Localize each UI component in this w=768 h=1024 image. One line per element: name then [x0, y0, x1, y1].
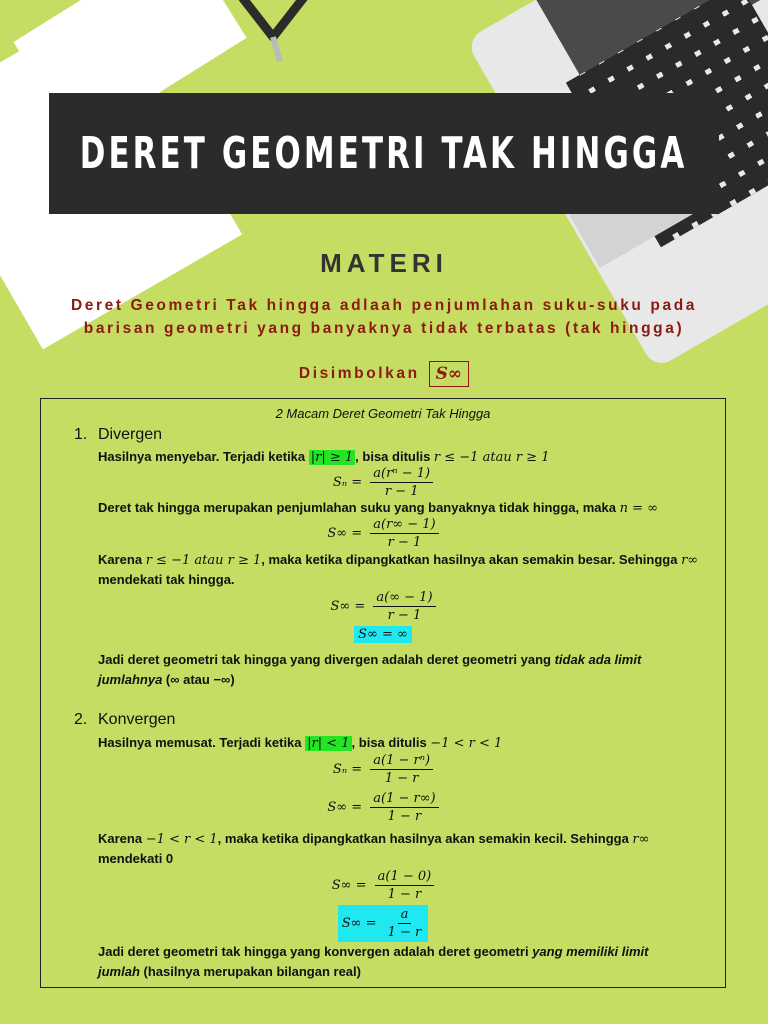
fraction	[375, 868, 435, 903]
denominator: 1 − r	[387, 925, 422, 940]
divergen-heading	[74, 426, 162, 444]
konvergen-formula-2	[41, 790, 725, 825]
denominator: r − 1	[387, 608, 422, 623]
text: Deret tak hingga merupakan penjumlahan suku yang banyaknya tidak hingga, maka	[98, 500, 620, 515]
item-title: Divergen	[98, 426, 163, 443]
divergen-formula-3	[41, 589, 725, 624]
numerator: a(r∞ − 1)	[370, 516, 438, 534]
text: (hasilnya merupakan bilangan real)	[139, 964, 361, 979]
denominator: r − 1	[387, 535, 422, 550]
intro-text: Deret Geometri Tak hingga adlaah penjumlahan suku-suku pada barisan geometri yang banyaknya tidak terbatas (tak hingga)	[71, 297, 697, 337]
numerator: a(1 − r∞)	[370, 790, 438, 808]
text: Hasilnya menyebar. Terjadi ketika	[98, 449, 309, 464]
content-box	[40, 398, 726, 988]
fraction	[370, 790, 438, 825]
fraction	[370, 516, 438, 551]
italic-text: jumlah	[98, 964, 140, 979]
text: Karena	[98, 831, 146, 846]
box-title: 2 Macam Deret Geometri Tak Hingga	[275, 406, 491, 421]
formula-lhs: Sₙ =	[332, 762, 363, 777]
divergen-conclusion-1	[98, 652, 641, 667]
text: , bisa ditulis	[355, 449, 434, 464]
denominator: r − 1	[384, 484, 419, 499]
symbol-label: Disimbolkan	[298, 365, 420, 383]
divergen-line-2	[98, 500, 658, 516]
text: Jadi deret geometri tak hingga yang konvergen adalah deret geometri	[98, 944, 533, 959]
fraction	[370, 465, 433, 500]
formula-lhs: S∞ =	[341, 916, 377, 931]
formula-lhs: S∞ =	[331, 878, 367, 893]
result-highlight	[338, 905, 429, 942]
text: , maka ketika dipangkatkan hasilnya akan semakin besar. Sehingga	[261, 552, 682, 567]
section-heading: MATERI	[320, 248, 448, 278]
item-title: Konvergen	[98, 711, 176, 728]
highlight: |r| ≥ 1	[310, 450, 354, 465]
fraction	[370, 752, 433, 787]
formula-lhs: S∞ =	[330, 599, 366, 614]
math: −1 < r < 1	[145, 832, 218, 847]
italic-text: yang memiliki limit	[532, 944, 649, 959]
math: r∞	[632, 832, 650, 847]
italic-text: jumlahnya	[98, 672, 163, 687]
math: r ≤ −1 atau r ≥ 1	[433, 450, 550, 465]
fraction	[385, 906, 425, 941]
denominator: 1 − r	[384, 771, 419, 786]
text: Karena	[98, 552, 146, 567]
symbol-box: S∞	[429, 361, 469, 387]
math: n = ∞	[619, 501, 658, 516]
numerator: a(∞ − 1)	[373, 589, 435, 607]
konvergen-line-1	[98, 735, 502, 751]
text: Hasilnya memusat. Terjadi ketika	[98, 735, 306, 750]
text: , bisa ditulis	[351, 735, 431, 750]
numerator: a(1 − rⁿ)	[370, 752, 433, 770]
scissors-icon	[228, 0, 318, 62]
konvergen-formula-1	[41, 752, 725, 787]
numerator: a(1 − 0)	[375, 868, 435, 886]
result-highlight: S∞ = ∞	[354, 626, 412, 643]
formula-lhs: Sₙ =	[332, 475, 363, 490]
symbol-line	[0, 361, 768, 387]
konvergen-formula-4	[41, 905, 725, 942]
text: , maka ketika dipangkatkan hasilnya akan semakin kecil. Sehingga	[217, 831, 633, 846]
konvergen-conclusion-2	[98, 964, 361, 979]
divergen-line-4: mendekati tak hingga.	[98, 572, 235, 587]
math: −1 < r < 1	[430, 736, 503, 751]
page-title: DERET GEOMETRI TAK HINGGA	[80, 128, 688, 179]
divergen-line-1	[98, 449, 549, 465]
formula-lhs: S∞ =	[327, 526, 363, 541]
text: Jadi deret geometri tak hingga yang divergen adalah deret geometri yang	[98, 652, 555, 667]
konvergen-conclusion-1	[98, 944, 649, 959]
text: (∞ atau −∞)	[162, 672, 235, 687]
divergen-formula-2	[41, 516, 725, 551]
italic-text: tidak ada limit	[554, 652, 642, 667]
highlight: |r| < 1	[307, 736, 350, 751]
divergen-conclusion-2	[98, 672, 235, 687]
konvergen-line-3	[98, 831, 649, 847]
konvergen-heading	[74, 711, 175, 729]
denominator: 1 − r	[387, 809, 422, 824]
formula-lhs: S∞ =	[327, 800, 363, 815]
item-number: 1.	[74, 426, 88, 443]
title-banner	[49, 93, 719, 214]
item-number: 2.	[74, 711, 88, 728]
divergen-formula-4	[41, 627, 725, 642]
konvergen-formula-3	[41, 868, 725, 903]
math: r ≤ −1 atau r ≥ 1	[145, 553, 262, 568]
numerator: a	[398, 906, 412, 924]
numerator: a(rⁿ − 1)	[370, 465, 433, 483]
konvergen-line-4: mendekati 0	[98, 851, 174, 866]
math: r∞	[681, 553, 699, 568]
fraction	[373, 589, 435, 624]
denominator: 1 − r	[387, 887, 422, 902]
divergen-line-3	[98, 552, 698, 568]
divergen-formula-1	[41, 465, 725, 500]
